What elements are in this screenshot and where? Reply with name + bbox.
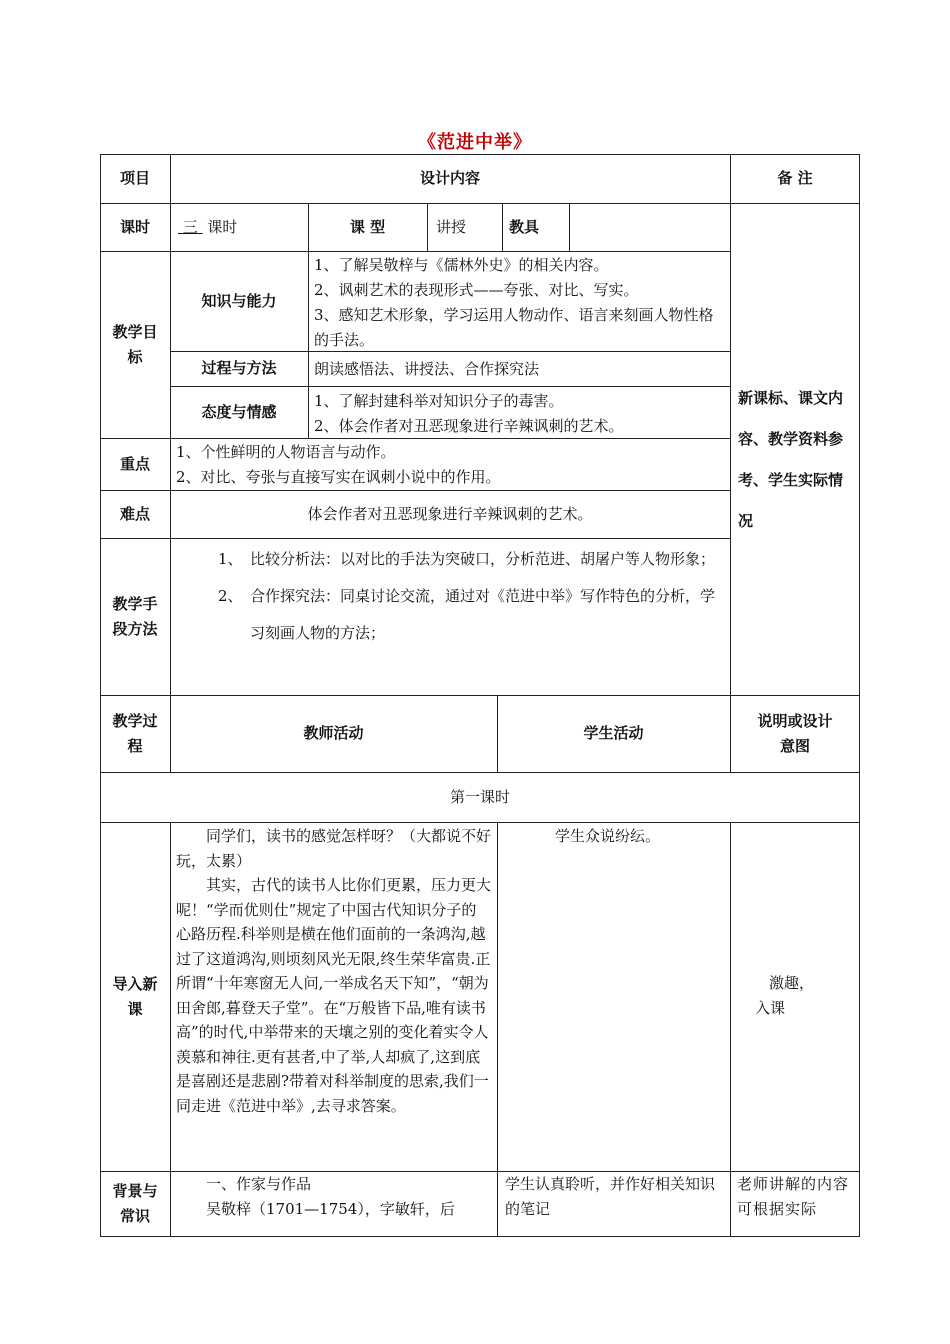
difficulty-text: 体会作者对丑恶现象进行辛辣讽刺的艺术。 [307,504,593,523]
col-divider [730,154,731,772]
col-divider [730,822,731,1237]
knowledge-content [314,253,726,353]
intro-label: 导入新课 [112,974,158,1018]
page-title: 《范进中举》 [418,132,532,153]
method-item [218,578,723,652]
methods-content [218,541,723,652]
key-point-item: 2、对比、夸张与直接写实在讽刺小说中的作用。 [176,468,501,486]
background-explain: 老师讲解的内容可根据实际 [737,1175,850,1218]
col-divider [497,822,498,1237]
attitude-label: 态度与情感 [201,402,277,421]
attitude-item: 1、了解封建科举对知识分子的毒害。 [314,392,564,410]
header-notes: 备 注 [777,169,813,187]
method-item [218,541,723,578]
explain-header: 说明或设计意图 [757,711,833,755]
tools-label: 教具 [508,217,539,236]
process-header-label: 教学过程 [112,711,158,755]
key-point-item: 1、个性鲜明的人物语言与动作。 [176,443,396,461]
knowledge-item: 1、了解吴敬梓与《儒林外史》的相关内容。 [314,256,609,274]
intro-teacher [176,824,491,1118]
lesson-count-value: 三 [182,218,198,236]
knowledge-item: 2、讽刺艺术的表现形式——夸张、对比、写实。 [314,281,639,299]
first-lesson-banner: 第一课时 [449,787,510,806]
lesson-type-label: 课 型 [349,217,386,236]
attitude-content [314,389,726,439]
knowledge-label: 知识与能力 [201,291,277,310]
row-divider [100,538,730,539]
key-points-content [176,440,726,490]
tools-value [569,203,730,251]
explain-line: 激趣， [769,974,815,992]
notes-side: 新课标、课文内容、教学资料参考、学生实际情况 [738,389,844,530]
background-teacher [176,1172,491,1222]
lesson-label: 课时 [119,217,150,236]
col-divider [170,822,171,1237]
intro-paragraph: 其实，古代的读书人比你们更累，压力更大呢！“学而优则仕”规定了中国古代知识分子的心路历程.科举则是横在他们面前的一条鸿沟,越过了这道鸿沟,则顷刻风光无限,终生荣华富贵.正所谓“十年寒窗无人问,一举成名天下知”，“朝为田舍郎,暮登天子堂”。在“万般皆下品,唯有读书高”的时代,中举带来的天壤之别的变化着实令人羡慕和神往.更有甚者,中了举,人却疯了,这到底是喜剧还是悲剧?带着对科举制度的思索,我们一同走进《范进中举》,去寻求答案。 [176,876,492,1115]
difficulty-label: 难点 [119,504,150,523]
background-student: 学生认真聆听，并作好相关知识的笔记 [505,1175,716,1218]
explain-line: 入课 [755,999,786,1017]
key-points-label: 重点 [119,454,150,473]
background-label: 背景与常识 [112,1182,158,1225]
student-activity-header: 学生活动 [583,724,644,742]
lesson-type-value: 讲授 [435,217,466,236]
method-num: 1、 [218,550,243,568]
background-line: 一、作家与作品 [206,1175,312,1193]
knowledge-item: 3、感知艺术形象，学习运用人物动作、语言来刻画人物性格的手法。 [314,306,714,349]
method-text: 比较分析法：以对比的手法为突破口，分析范进、胡屠户等人物形象； [250,550,716,568]
col-divider [170,154,171,772]
lesson-unit: 课时 [207,218,238,236]
methods-label: 教学手段方法 [112,594,158,638]
teacher-activity-header: 教师活动 [303,724,364,742]
background-line: 吴敬梓（1701—1754），字敏轩，后 [206,1200,455,1218]
header-project: 项目 [119,169,150,187]
lesson-count [178,215,308,240]
method-num: 2、 [218,587,243,605]
method-text: 合作探究法：同桌讨论交流，通过对《范进中举》写作特色的分析，学习刻画人物的方法； [250,587,716,642]
intro-student: 学生众说纷纭。 [555,827,661,845]
row-divider [100,203,860,204]
header-design: 设计内容 [419,169,480,187]
attitude-item: 2、体会作者对丑恶现象进行辛辣讽刺的艺术。 [314,417,624,435]
objectives-label: 教学目标 [112,322,158,366]
row-divider [100,822,860,823]
intro-explain [755,971,855,1021]
process-text: 朗读感悟法、讲授法、合作探究法 [314,360,540,378]
intro-paragraph: 同学们，读书的感觉怎样呀？（大都说不好玩，太累） [176,827,492,870]
process-label: 过程与方法 [201,359,277,377]
